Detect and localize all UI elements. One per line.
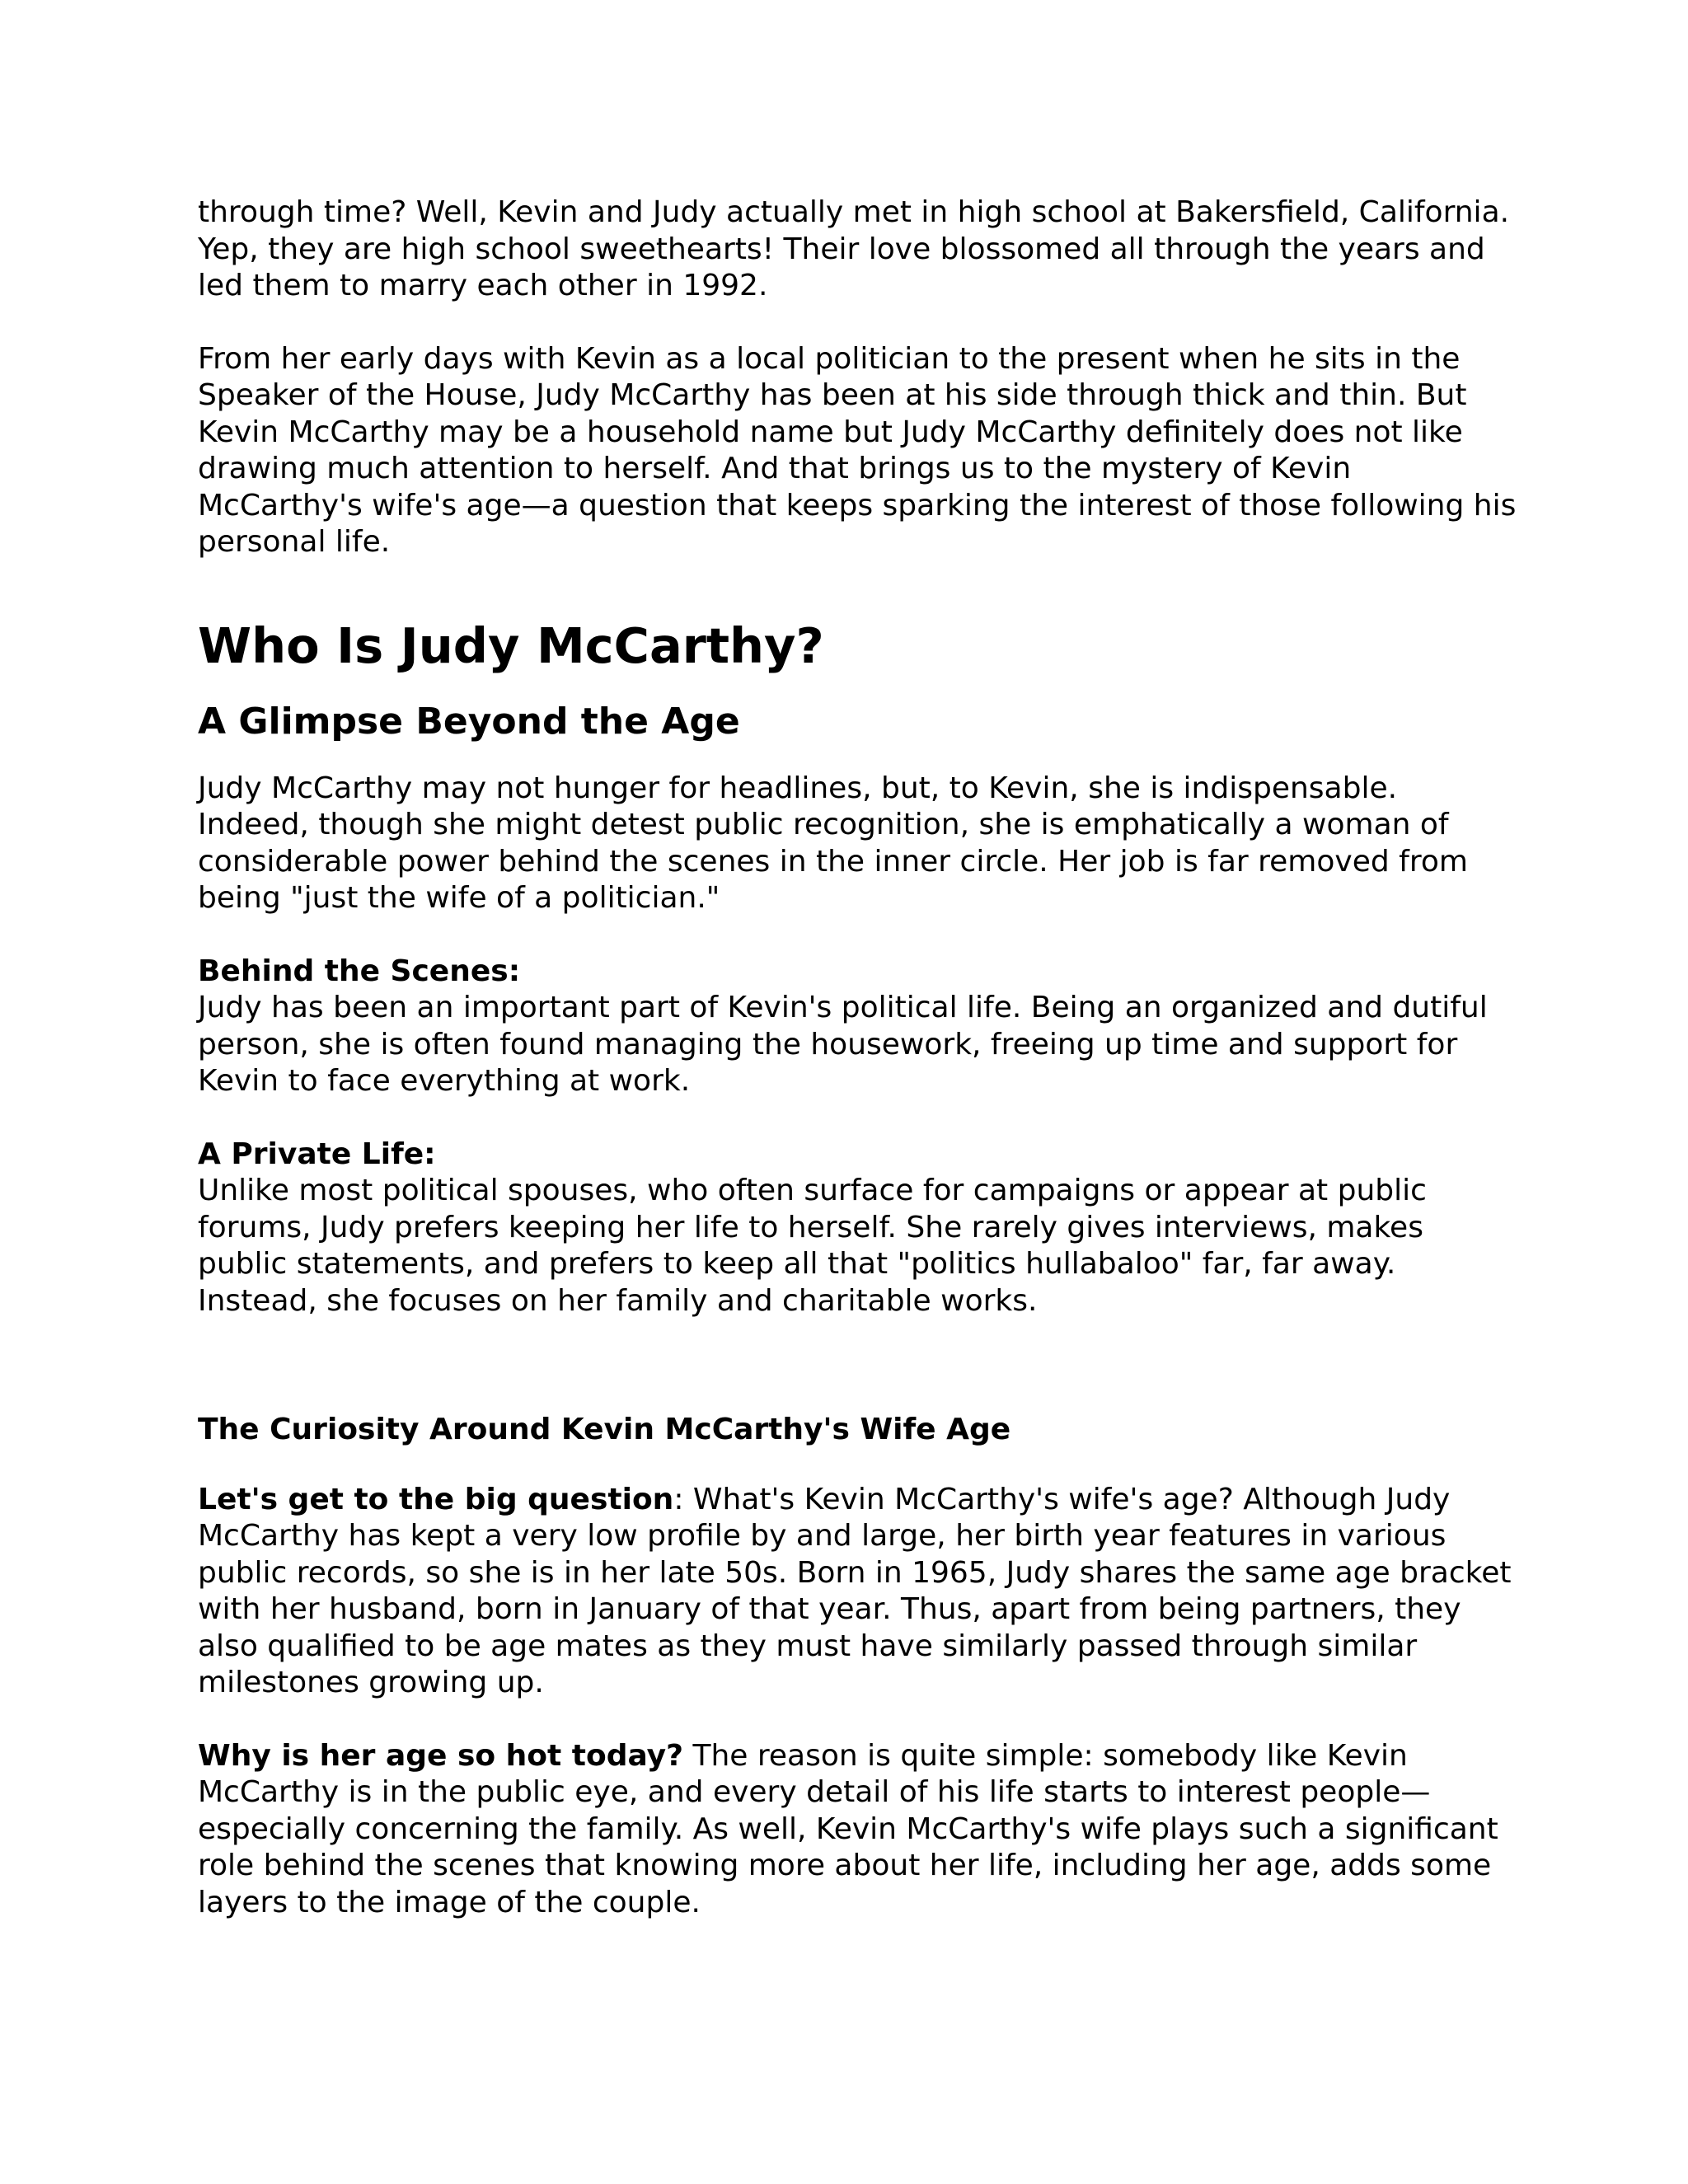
age-hot-lead: Why is her age so hot today? [198, 1738, 684, 1773]
section-subheading-glimpse: A Glimpse Beyond the Age [198, 700, 740, 743]
intro-paragraph-2: From her early days with Kevin as a local politician to the present when he sits in the Speaker of the House, Judy McCarthy has been at his side through thick and thin. But Kevin McCarthy may be a household name but Judy McCarthy definitely does not like drawing much attention to herself. And that brings us to the mystery of Kevin McCarthy's wife's age—a question that keeps sparking the interest of those following his personal life. [198, 341, 1517, 559]
age-hot-text: The reason is quite simple: somebody like Kevin McCarthy is in the public eye, and every detail of his life starts to interest people—especially concerning the family. As well, Kevin McCarthy's wife plays such a significant role behind the scenes that knowing more about her life, including her age, adds some layers to the image of the couple. [198, 1738, 1498, 1919]
section-heading-who: Who Is Judy McCarthy? [198, 616, 824, 674]
section-heading-curiosity: The Curiosity Around Kevin McCarthy's Wife Age [198, 1413, 1011, 1446]
big-question-lead: Let's get to the big question [198, 1482, 674, 1516]
behind-the-scenes-text: Judy has been an important part of Kevin's political life. Being an organized and dutiful person, she is often found managing the housework, freeing up time and support for Kevin to face everything at work. [198, 991, 1488, 1098]
age-hot-paragraph [198, 1738, 1517, 1922]
big-question-text: : What's Kevin McCarthy's wife's age? Although Judy McCarthy has kept a very low profile by and large, her birth year features in various public records, so she is in her late 50s. Born in 1965, Judy shares the same age bracket with her husband, born in January of that year. Thus, apart from being partners, they also qualified to be age mates as they must have similarly passed through similar milestones growing up. [198, 1482, 1512, 1699]
intro-paragraph-1: through time? Well, Kevin and Judy actually met in high school at Bakersfield, California. Yep, they are high school sweethearts! Their love blossomed all through the years and led them to marry each other in 1992. [198, 195, 1510, 302]
who-paragraph: Judy McCarthy may not hunger for headlines, but, to Kevin, she is indispensable. Indeed, though she might detest public recognition, she is emphatically a woman of considerable power behind the scenes in the inner circle. Her job is far removed from being "just the wife of a politician." [198, 771, 1468, 915]
private-life-title: A Private Life: [198, 1137, 436, 1171]
document-page [198, 194, 1517, 1921]
behind-the-scenes-title: Behind the Scenes: [198, 954, 521, 988]
big-question-paragraph [198, 1482, 1517, 1702]
private-life-text: Unlike most political spouses, who often surface for campaigns or appear at public forums, Judy prefers keeping her life to herself. She rarely gives interviews, makes public statements, and prefers to keep all that "politics hullabaloo" far, far away. Instead, she focuses on her family and charitable works. [198, 1174, 1427, 1318]
